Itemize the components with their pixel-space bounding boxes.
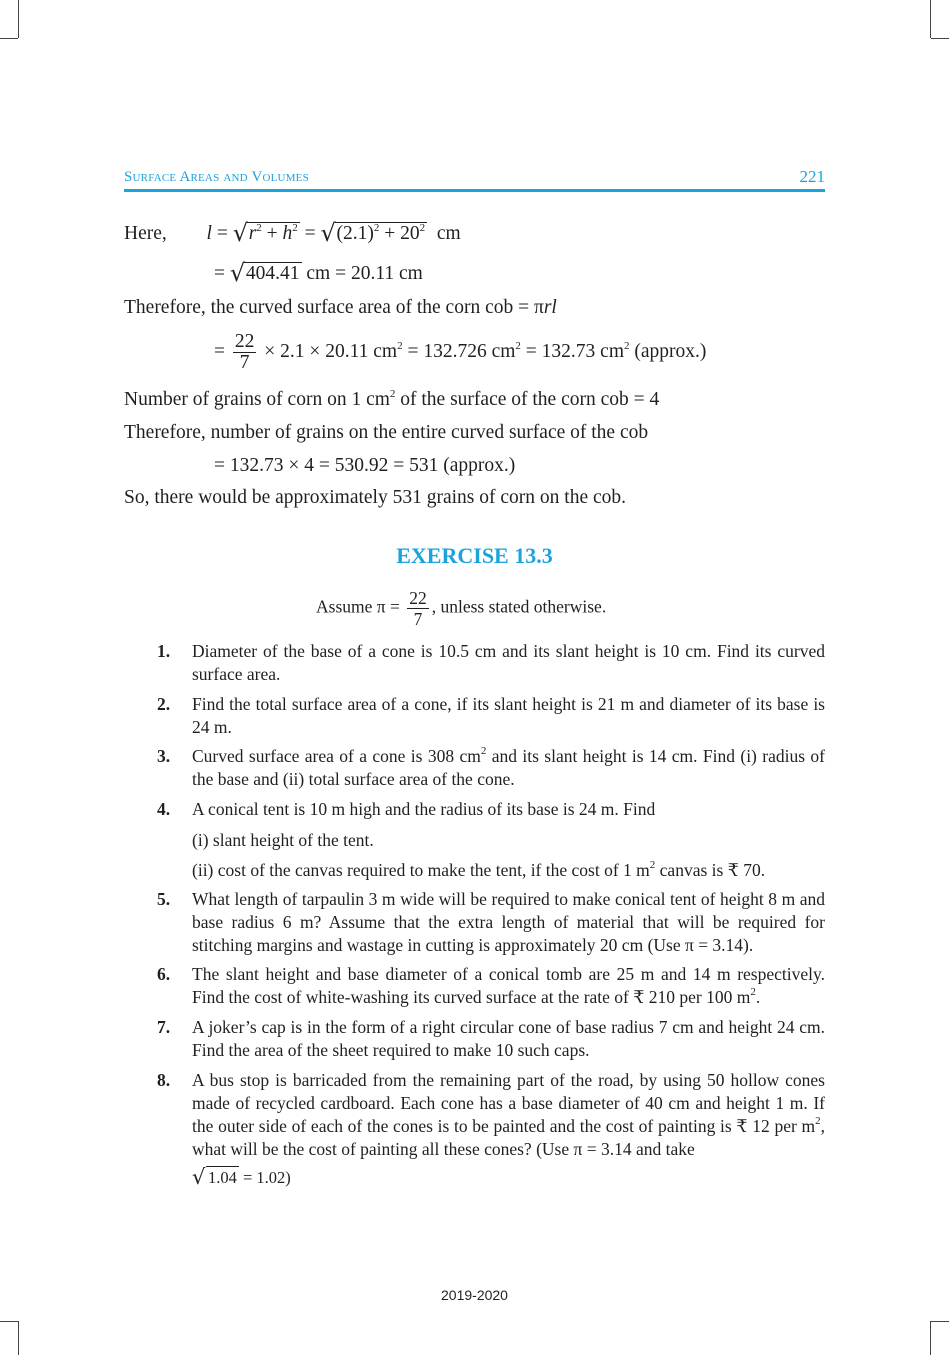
crop-mark: [18, 1321, 19, 1355]
question-8-tail: √ 1.04 = 1.02): [192, 1165, 291, 1189]
solution-line-4: = $\frac{22}{7}$ × 2.1 × 20.11 $cm^2 = 132.726$ $cm^2 = 132.73$ $cm^2$ (approx.): [214, 331, 707, 373]
solution-line-5: Number of grains of corn on 1 $cm^2$ of the surface of the corn cob = 4: [124, 388, 660, 410]
question-4-part-i: (i) slant height of the tent.: [192, 830, 374, 850]
fraction: $\frac{22}{7}$: [234, 331, 255, 373]
running-header: [124, 169, 825, 192]
solution-line-1: Here, l = √ $r^2 + h^2$ = √ $(2.1)^2 + 20^2$ cm: [124, 219, 461, 247]
solution-line-3: Therefore, the curved surface area of the corn cob = πrl: [124, 297, 557, 318]
square-root: √ $(2.1)^2 + 20^2$: [320, 219, 426, 247]
exercise-title: EXERCISE 13.3: [396, 543, 553, 568]
chapter-title: Surface Areas and Volumes: [124, 169, 309, 185]
solution-line-6: Therefore, number of grains on the entire curved surface of the cob: [124, 422, 649, 443]
footer-year: 2019-2020: [441, 1287, 508, 1303]
solution-line-7: = 132.73 × 4 = 530.92 = 531 (approx.): [214, 455, 516, 476]
solution-line-8: So, there would be approximately 531 grains of corn on the cob.: [124, 487, 627, 508]
crop-mark: [0, 38, 18, 39]
crop-mark: [18, 0, 19, 38]
crop-mark: [0, 1321, 18, 1322]
crop-mark: [930, 1321, 931, 1355]
square-root: √ 404.41: [229, 259, 300, 287]
fraction: $\frac{22}{7}$: [409, 588, 427, 629]
question-4-part-ii: (ii) cost of the canvas required to make the tent, if the cost of 1 $m^2$ canvas is ₹ 70.: [192, 859, 766, 880]
square-root: √ 1.04: [192, 1165, 237, 1189]
crop-mark: [930, 0, 931, 38]
assume-note: Assume π = $\frac{22}{7}$ , unless stated otherwise.: [316, 588, 607, 629]
square-root: √ $r^2 + h^2$: [232, 219, 298, 247]
page-number: 221: [799, 167, 825, 186]
crop-mark: [931, 1321, 949, 1322]
solution-line-2: = √ 404.41 cm = 20.11 cm: [214, 259, 423, 287]
crop-mark: [931, 38, 949, 39]
